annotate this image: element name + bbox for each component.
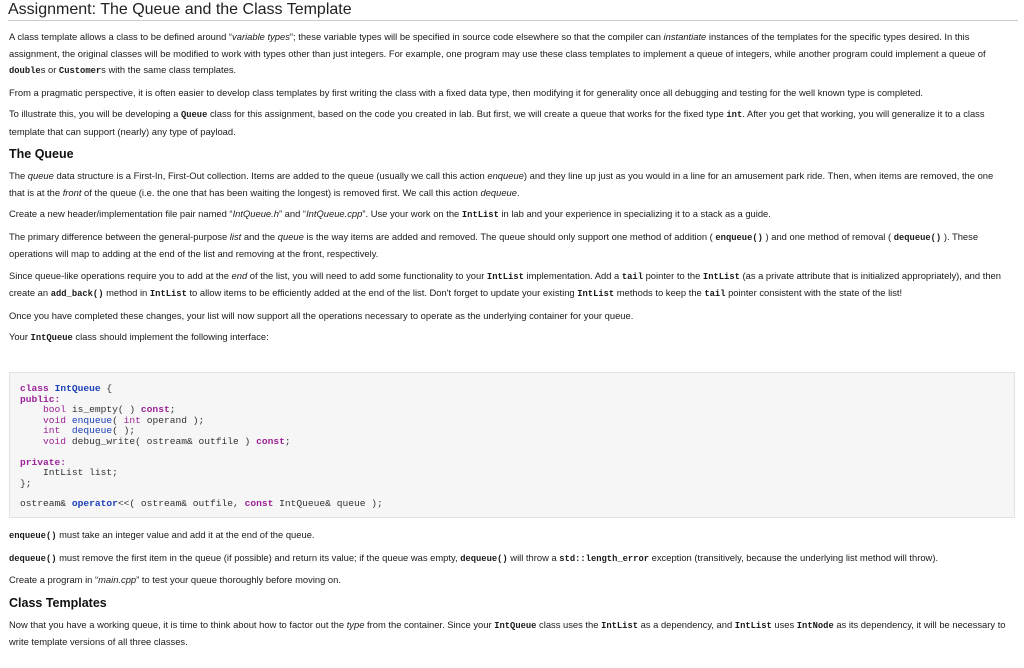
code-block — [9, 372, 1015, 518]
code-line: class IntQueue { — [20, 383, 113, 394]
code-line: void debug_write( ostream& outfile ) const; — [43, 435, 291, 447]
section-heading-class-templates: Class Templates — [9, 595, 107, 610]
main-content — [9, 29, 1009, 352]
dequeue-description: dequeue() must remove the first item in the queue (if possible) and return its value; if the queue was empty, dequeue() will throw a std::length_error exception (transitively, because the underlying list method will throw). — [9, 551, 939, 564]
intro-paragraph-3: To illustrate this, you will be developing a Queue class for this assignment, based on the code you created in lab. But first, we will create a queue that works for the fixed type int. After you get that working, you will generalize it to a class template that can support (nearly) any type of payload. — [9, 108, 985, 137]
code-line: IntList list; — [43, 467, 118, 478]
page-title: Assignment: The Queue and the Class Template — [8, 1, 352, 18]
code-gap — [20, 447, 1004, 458]
queue-paragraph-1: The queue data structure is a First-In, First-Out collection. Items are added to the queue (usually we call this action enqueue) and they line up just as you would in a line for an amusement park ride. Then, when items are removed, the one that is at the front of the queue (i.e. the one that has been waiting the longest) is removed first. We call this action dequeue. — [9, 170, 994, 198]
code-line: }; — [20, 477, 32, 489]
enqueue-description: enqueue() must take an integer value and add it at the end of the queue. — [9, 529, 315, 541]
queue-paragraph-4: Since queue-like operations require you to add at the end of the list, you will need to add some functionality to your IntList implementation. Add a tail pointer to the IntList (as a private attribute that is initialized appropriately), and then create an add_back() method in IntList to allow items to be efficiently added at the end of the list. Don't forget to update your existing IntList methods to keep the tail pointer consistent with the state of the list! — [9, 269, 1001, 299]
queue-paragraph-5: Once you have completed these changes, your list will now support all the operations necessary to operate as the underlying container for your queue. — [9, 309, 634, 321]
code-line: int dequeue( ); — [43, 425, 136, 436]
templates-paragraph: Now that you have a working queue, it is time to think about how to factor out the type from the container. Since your IntQueue class uses the IntList as a dependency, and IntList uses IntNode as its dependency, it will be necessary to write template versions of all three classes. — [9, 618, 1006, 647]
code-line: bool is_empty( ) const; — [43, 404, 176, 415]
lower-content — [9, 527, 1009, 656]
intro-paragraph-1: A class template allows a class to be defined around “variable types”; these variable types will be specified in source code elsewhere so that the compiler can instantiate instances of the templates for the specific types desired. In this assignment, the original classes will be modified to work with types other than just integers. For example, one program may use these class templates to implement a queue of integers, while another program could implement a queue of doubles or Customers with the same class templates. — [9, 31, 986, 76]
main-program-paragraph: Create a program in “main.cpp” to test your queue thoroughly before moving on. — [9, 574, 341, 585]
queue-paragraph-6: Your IntQueue class should implement the following interface: — [9, 331, 269, 343]
code-line: void enqueue( int operand ); — [43, 414, 205, 426]
section-heading-queue: The Queue — [9, 147, 74, 161]
code-line: ostream& operator<<( ostream& outfile, const IntQueue& queue ); — [20, 498, 383, 509]
code-line: private: — [20, 456, 67, 468]
queue-paragraph-2: Create a new header/implementation file pair named “IntQueue.h” and “IntQueue.cpp”. Use your work on the IntList in lab and your experience in specializing it to a stack as a guide. — [9, 208, 771, 220]
title-divider — [8, 20, 1018, 21]
queue-paragraph-3: The primary difference between the general-purpose list and the queue is the way items are added and removed. The queue should only support one method of addition ( enqueue() ) and one method of removal ( dequeue() ). These operations will map to adding at the end of the list and removing at the front, respectively. — [9, 230, 979, 259]
intro-paragraph-2: From a pragmatic perspective, it is often easier to develop class templates by first writing the class with a fixed data type, then modifying it for generality once all debugging and testing for the well known type is completed. — [9, 86, 924, 98]
code-line: public: — [20, 393, 61, 405]
